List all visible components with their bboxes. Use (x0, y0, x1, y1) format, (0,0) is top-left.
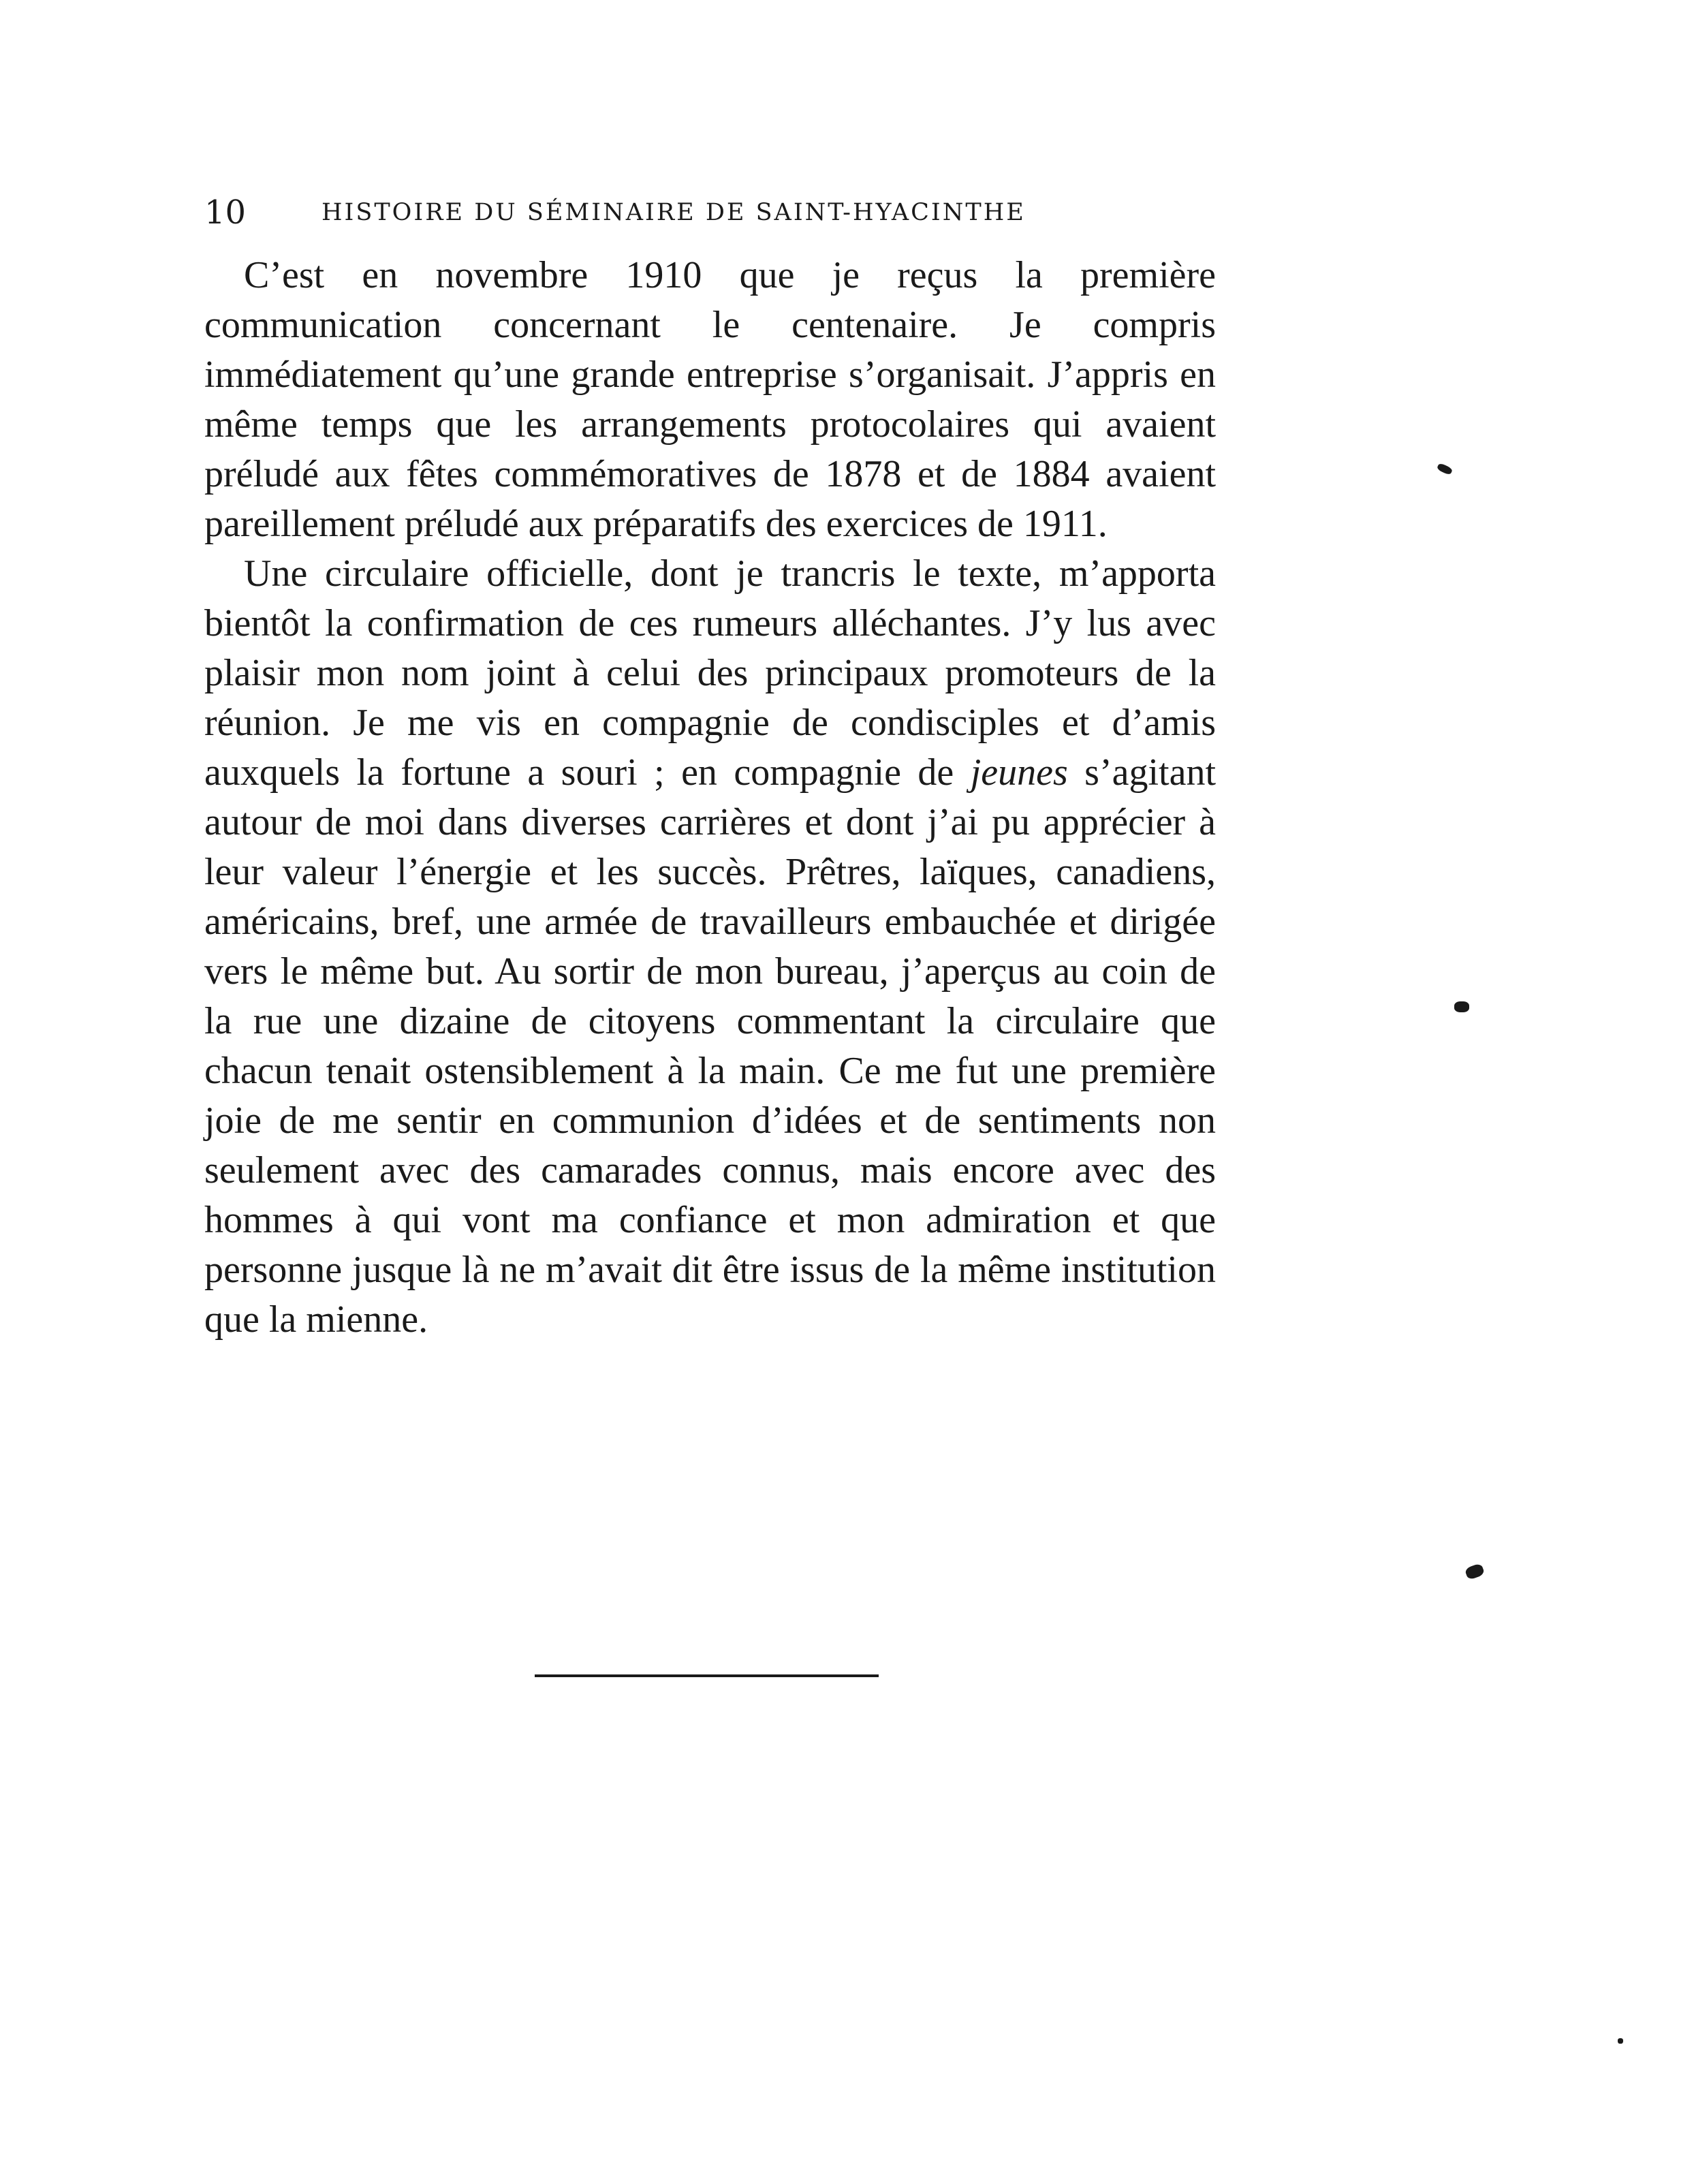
ink-speck-mark (1464, 1563, 1486, 1580)
ink-speck-mark (1437, 463, 1454, 475)
ink-speck-mark (1454, 1001, 1469, 1012)
ink-speck-mark (1618, 2038, 1623, 2044)
paragraph-2 (204, 549, 1216, 1345)
paragraph-2-text-end: s’agitant autour de moi dans diverses carrières et dont j’ai pu apprécier à leur valeur l’énergie et les succès. Prêtres, laïques, canadiens, américains, bref, une armée de travailleurs embauchée et dirigée vers le même but. Au sortir de mon bureau, j’aperçus au coin de la rue une dizaine de citoyens commentant la circulaire que chacun tenait ostensiblement à la main. Ce me fut une première joie de me sentir en communion d’idées et de sentiments non seulement avec des camarades connus, mais encore avec des hommes à qui vont ma confiance et mon admiration et que personne jusque là ne m’avait dit être issus de la même institution que la mienne. (204, 751, 1217, 1341)
page-number: 10 (204, 193, 247, 232)
section-end-rule (535, 1674, 879, 1677)
page-header (204, 192, 1216, 233)
italic-word-jeunes: jeunes (970, 751, 1068, 794)
body-text (204, 251, 1216, 1345)
paragraph-1: C’est en novembre 1910 que je reçus la première communication concernant le centenaire. Je compris immédiatement qu’une grande entreprise s’organisait. J’appris en même temps que les arrangements protocolaires qui avaient préludé aux fêtes commémoratives de 1878 et de 1884 avaient pareillement préludé aux préparatifs des exercices de 1911. (204, 254, 1216, 545)
running-title: HISTOIRE DU SÉMINAIRE DE SAINT-HYACINTHE (321, 199, 1026, 226)
paragraph-2-text-start: Une circulaire officielle, dont je trancris le texte, m’apporta bientôt la confirmation de ces rumeurs alléchantes. J’y lus avec plaisir mon nom joint à celui des principaux promoteurs de la réunion. Je me vis en compagnie de condisciples et d’amis auxquels la fortune a souri ; en compagnie de (204, 552, 1216, 794)
